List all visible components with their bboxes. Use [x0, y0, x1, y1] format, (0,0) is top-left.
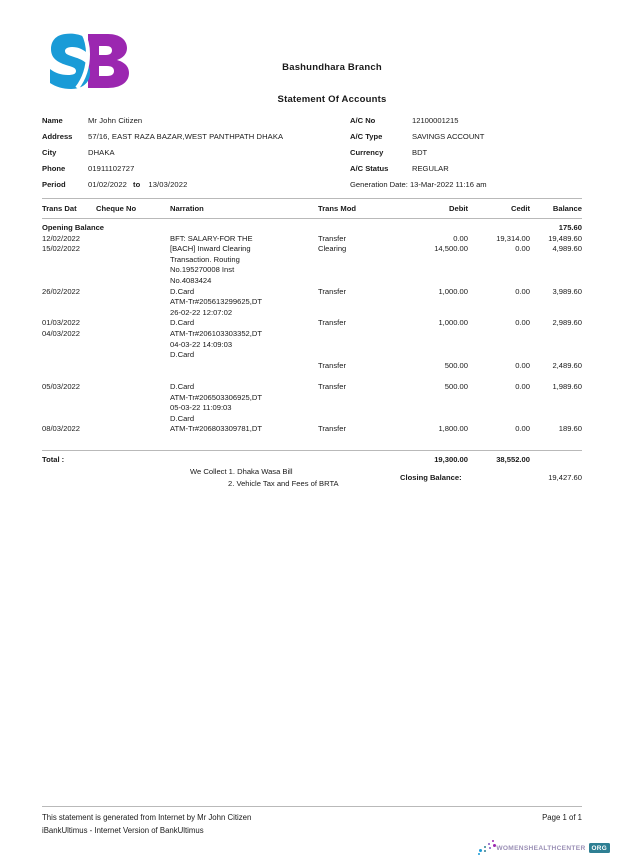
cell-date: 08/03/2022	[42, 424, 81, 434]
cell-credit: 0.00	[515, 318, 530, 328]
cell-debit: 500.00	[444, 381, 468, 391]
cell-narration: D.Card	[170, 318, 195, 328]
cell-credit	[468, 403, 530, 414]
period-to-label: to	[133, 180, 141, 189]
cell-mode	[318, 350, 400, 361]
cell-date	[42, 371, 96, 382]
cell-credit: 0.00	[515, 360, 530, 370]
value-ac-type: SAVINGS ACCOUNT	[412, 132, 485, 141]
table-row	[42, 276, 582, 287]
cell-credit: 19,314.00	[496, 233, 530, 243]
cell-narration: ATM-Tr#206103303352,DT	[170, 328, 263, 338]
branch-title: Bashundhara Branch	[282, 62, 382, 73]
cell-date: 01/03/2022	[42, 318, 81, 328]
column-header-trans-mode: Trans Mod	[318, 204, 356, 213]
cell-debit	[400, 265, 468, 276]
cell-cheque	[96, 318, 170, 329]
cell-balance	[530, 371, 582, 382]
cell-mode: Transfer	[318, 318, 346, 328]
cell-cheque	[96, 361, 170, 372]
column-header-balance: Balance	[552, 204, 582, 213]
cell-narration: D.Card	[170, 413, 195, 423]
table-row	[42, 234, 582, 245]
total-credit: 38,552.00	[496, 455, 530, 464]
cell-balance: 4,989.60	[552, 244, 582, 254]
cell-mode	[318, 255, 400, 266]
footer-rule	[42, 806, 582, 807]
cell-narration: ATM-Tr#206803309781,DT	[170, 424, 263, 434]
cell-credit	[468, 265, 530, 276]
cell-narration: No.4083424	[170, 275, 212, 285]
cell-credit	[468, 255, 530, 266]
cell-mode	[318, 393, 400, 404]
cell-balance: 2,489.60	[552, 360, 582, 370]
cell-debit: 500.00	[444, 360, 468, 370]
cell-narration: D.Card	[170, 350, 195, 360]
cell-cheque	[96, 340, 170, 351]
table-row	[42, 340, 582, 351]
cell-narration: ATM-Tr#206503306925,DT	[170, 392, 263, 402]
table-row	[42, 414, 582, 425]
label-period: Period	[42, 180, 66, 189]
table-row	[42, 318, 582, 329]
transactions-table-body	[42, 223, 582, 435]
label-name: Name	[42, 116, 63, 125]
label-currency: Currency	[350, 148, 384, 157]
cell-debit	[400, 329, 468, 340]
cell-date: 26/02/2022	[42, 286, 81, 296]
cell-debit	[400, 297, 468, 308]
collect-line-2: 2. Vehicle Tax and Fees of BRTA	[228, 479, 339, 488]
watermark-dots-icon	[478, 840, 496, 856]
cell-cheque	[96, 276, 170, 287]
cell-date	[42, 297, 96, 308]
cell-date	[42, 308, 96, 319]
cell-debit	[400, 308, 468, 319]
column-header-debit: Debit	[449, 204, 468, 213]
cell-debit: 0.00	[453, 233, 468, 243]
watermark	[478, 838, 610, 858]
info-row-phone	[42, 164, 582, 180]
cell-balance	[530, 297, 582, 308]
cell-mode	[318, 414, 400, 425]
cell-cheque	[96, 329, 170, 340]
cell-narration: D.Card	[170, 381, 195, 391]
cell-balance	[530, 308, 582, 319]
cell-balance	[530, 393, 582, 404]
transactions-table-header	[42, 203, 582, 217]
cell-narration: No.195270008 Inst	[170, 265, 235, 275]
table-row	[42, 424, 582, 435]
cell-mode	[318, 340, 400, 351]
table-row	[42, 244, 582, 255]
opening-balance-value: 175.60	[558, 223, 582, 232]
cell-debit	[400, 414, 468, 425]
cell-date: 15/02/2022	[42, 244, 81, 254]
cell-mode	[318, 371, 400, 382]
cell-balance: 19,489.60	[548, 233, 582, 243]
value-phone: 01911102727	[88, 164, 135, 173]
period-from: 01/02/2022	[88, 180, 128, 189]
cell-debit	[400, 255, 468, 266]
label-ac-no: A/C No	[350, 116, 376, 125]
cell-narration: 26-02-22 12:07:02	[170, 307, 233, 317]
label-ac-type: A/C Type	[350, 132, 383, 141]
cell-narration	[170, 371, 318, 382]
cell-cheque	[96, 393, 170, 404]
cell-credit	[468, 371, 530, 382]
cell-debit	[400, 393, 468, 404]
cell-credit	[468, 414, 530, 425]
cell-debit: 1,000.00	[438, 286, 468, 296]
page-footer	[42, 812, 582, 837]
cell-cheque	[96, 255, 170, 266]
cell-date	[42, 403, 96, 414]
cell-cheque	[96, 287, 170, 298]
cell-balance	[530, 403, 582, 414]
cell-date	[42, 340, 96, 351]
column-header-narration: Narration	[170, 204, 204, 213]
label-city: City	[42, 148, 57, 157]
cell-credit	[468, 393, 530, 404]
table-row	[42, 393, 582, 404]
account-info-block	[42, 116, 582, 196]
table-row	[42, 371, 582, 382]
cell-mode: Transfer	[318, 381, 346, 391]
cell-date	[42, 255, 96, 266]
cell-narration: [BACH] Inward Clearing	[170, 244, 251, 254]
table-row	[42, 382, 582, 393]
info-row-address	[42, 132, 582, 148]
cell-balance: 2,989.60	[552, 318, 582, 328]
footer-left	[42, 812, 251, 837]
table-header-rule	[42, 218, 582, 219]
cell-cheque	[96, 382, 170, 393]
info-row-city	[42, 148, 582, 164]
cell-mode: Transfer	[318, 233, 346, 243]
value-ac-no: 12100001215	[412, 116, 459, 125]
totals-rule	[42, 450, 582, 451]
cell-narration: BFT: SALARY-FOR THE	[170, 233, 253, 243]
cell-cheque	[96, 403, 170, 414]
cell-debit	[400, 350, 468, 361]
info-row-period	[42, 180, 582, 196]
total-debit: 19,300.00	[434, 455, 468, 464]
cell-credit	[468, 340, 530, 351]
cell-narration: 05-03-22 11:09:03	[170, 403, 232, 413]
watermark-text: WOMENSHEALTHCENTER	[496, 844, 586, 852]
opening-balance-row	[42, 223, 582, 234]
label-ac-status: A/C Status	[350, 164, 389, 173]
info-row-name	[42, 116, 582, 132]
cell-date	[42, 350, 96, 361]
cell-cheque	[96, 244, 170, 255]
cell-date: 12/02/2022	[42, 233, 81, 243]
cell-date	[42, 361, 96, 372]
cell-balance	[530, 350, 582, 361]
cell-narration: D.Card	[170, 286, 195, 296]
cell-credit	[468, 350, 530, 361]
value-period	[88, 180, 350, 189]
cell-mode: Clearing	[318, 244, 347, 254]
table-row	[42, 255, 582, 266]
sb-bank-logo	[50, 30, 132, 92]
period-to: 13/03/2022	[148, 180, 188, 189]
cell-cheque	[96, 414, 170, 425]
cell-balance: 1,989.60	[552, 381, 582, 391]
cell-mode	[318, 329, 400, 340]
table-row	[42, 287, 582, 298]
cell-cheque	[96, 371, 170, 382]
value-ac-status: REGULAR	[412, 164, 449, 173]
cell-mode: Transfer	[318, 360, 346, 370]
cell-credit: 0.00	[515, 381, 530, 391]
cell-balance	[530, 265, 582, 276]
label-address: Address	[42, 132, 73, 141]
cell-cheque	[96, 424, 170, 435]
cell-mode	[318, 403, 400, 414]
generation-date: Generation Date: 13-Mar-2022 11:16 am	[350, 180, 487, 189]
page-number: Page 1 of 1	[542, 813, 582, 822]
closing-balance-block	[42, 473, 582, 482]
table-row	[42, 265, 582, 276]
value-address: 57/16, EAST RAZA BAZAR,WEST PANTHPATH DHAKA	[88, 132, 284, 141]
closing-balance-value: 19,427.60	[548, 473, 582, 482]
cell-credit: 0.00	[515, 286, 530, 296]
cell-cheque	[96, 297, 170, 308]
cell-mode	[318, 276, 400, 287]
cell-debit: 1,000.00	[438, 318, 468, 328]
cell-date: 05/03/2022	[42, 381, 81, 391]
table-row	[42, 403, 582, 414]
opening-balance-label: Opening Balance	[42, 223, 105, 232]
total-label: Total :	[42, 455, 65, 464]
value-currency: BDT	[412, 148, 428, 157]
cell-credit	[468, 329, 530, 340]
cell-debit	[400, 403, 468, 414]
cell-mode	[318, 265, 400, 276]
cell-narration	[170, 361, 318, 372]
cell-debit: 14,500.00	[434, 244, 468, 254]
cell-narration: 04-03-22 14:09:03	[170, 339, 233, 349]
cell-balance: 189.60	[558, 424, 582, 434]
cell-narration: Transaction. Routing	[170, 254, 240, 264]
cell-balance	[530, 340, 582, 351]
table-row	[42, 308, 582, 319]
cell-narration: ATM-Tr#205613299625,DT	[170, 297, 263, 307]
column-header-trans-date: Trans Dat	[42, 204, 77, 213]
footer-line-1: This statement is generated from Internet by Mr John Citizen	[42, 813, 252, 822]
cell-cheque	[96, 350, 170, 361]
cell-balance: 3,989.60	[552, 286, 582, 296]
table-row	[42, 329, 582, 340]
table-row	[42, 350, 582, 361]
footer-line-2: iBankUltimus - Internet Version of BankUltimus	[42, 825, 204, 835]
table-row	[42, 361, 582, 372]
cell-mode	[318, 308, 400, 319]
cell-cheque	[96, 234, 170, 245]
closing-balance-label: Closing Balance:	[400, 473, 462, 482]
column-header-credit: Cedit	[511, 204, 530, 213]
collect-line-1: We Collect 1. Dhaka Wasa Bill	[190, 467, 293, 476]
table-row	[42, 297, 582, 308]
cell-credit: 0.00	[515, 244, 530, 254]
cell-balance	[530, 255, 582, 266]
cell-date	[42, 265, 96, 276]
table-top-rule	[42, 198, 582, 199]
cell-debit: 1,800.00	[438, 424, 468, 434]
cell-credit	[468, 276, 530, 287]
cell-date: 04/03/2022	[42, 328, 81, 338]
column-header-cheque-no: Cheque No	[96, 204, 137, 213]
cell-credit: 0.00	[515, 424, 530, 434]
document-title: Statement Of Accounts	[277, 94, 387, 105]
cell-date	[42, 393, 96, 404]
watermark-badge: ORG	[589, 843, 610, 853]
cell-debit	[400, 371, 468, 382]
cell-mode: Transfer	[318, 286, 346, 296]
label-phone: Phone	[42, 164, 66, 173]
cell-mode: Transfer	[318, 424, 346, 434]
cell-cheque	[96, 308, 170, 319]
cell-date	[42, 276, 96, 287]
cell-debit	[400, 276, 468, 287]
cell-credit	[468, 308, 530, 319]
cell-date	[42, 414, 96, 425]
value-name: Mr John Citizen	[88, 116, 143, 125]
value-city: DHAKA	[88, 148, 115, 157]
cell-balance	[530, 276, 582, 287]
cell-balance	[530, 329, 582, 340]
cell-debit	[400, 340, 468, 351]
cell-cheque	[96, 265, 170, 276]
cell-balance	[530, 414, 582, 425]
table-header-row	[42, 203, 582, 217]
cell-credit	[468, 297, 530, 308]
cell-mode	[318, 297, 400, 308]
